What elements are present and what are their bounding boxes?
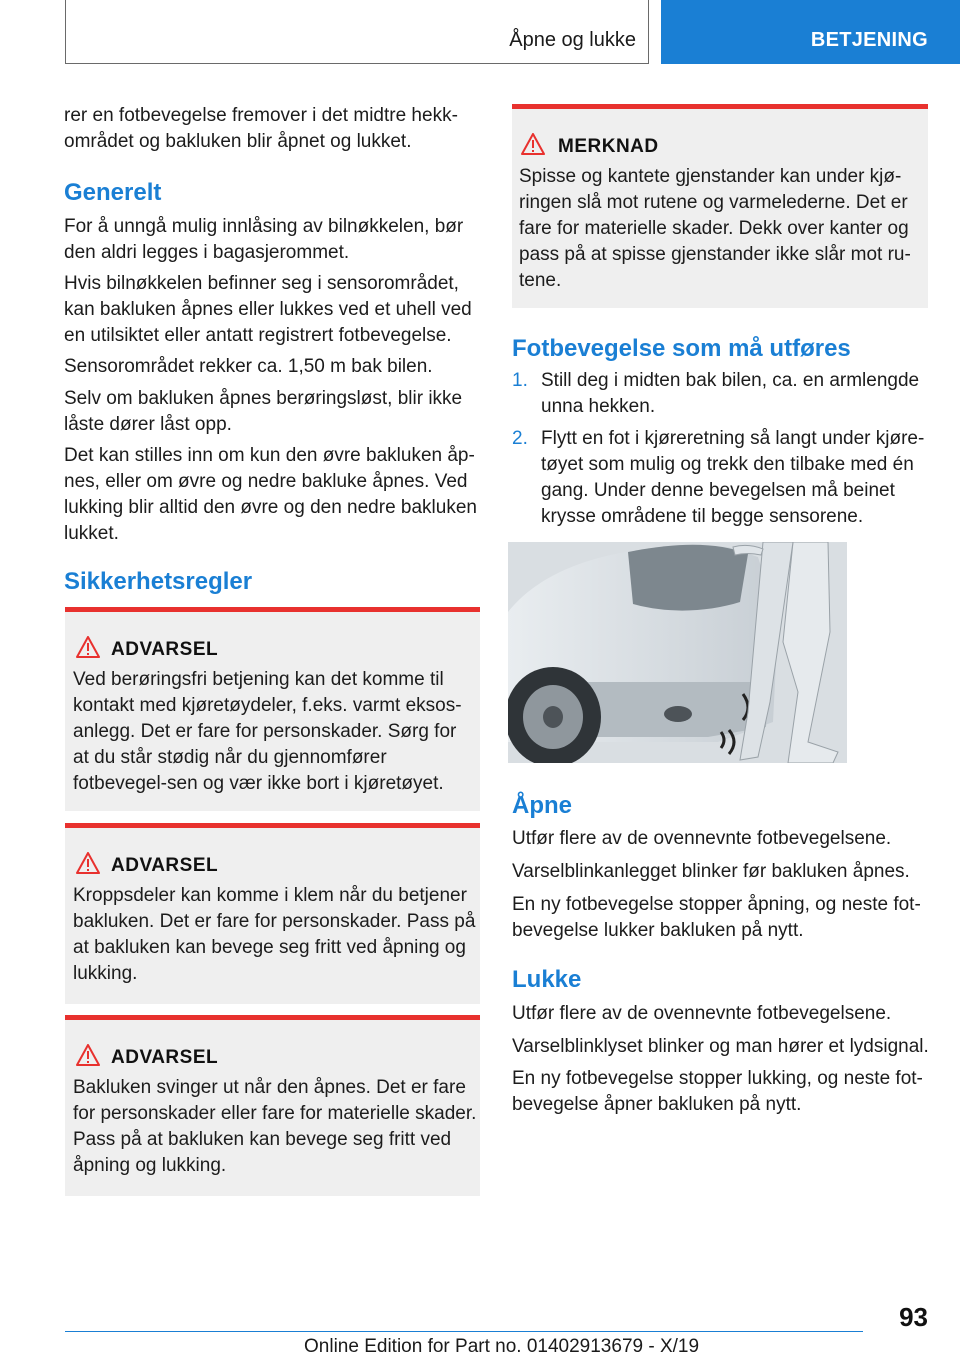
warning-box-2	[65, 823, 480, 1004]
heading-lukke: Lukke	[512, 966, 582, 993]
warning-title: ADVARSEL	[111, 1047, 219, 1068]
section-title: BETJENING	[810, 29, 928, 51]
chapter-header	[65, 0, 649, 64]
general-paragraph-4: Selv om bakluken åpnes berøringsløst, blir ikke låste dører låst opp.	[64, 388, 463, 435]
open-paragraph-2: Varselblinkanlegget blinker før bakluken åpnes.	[512, 861, 910, 882]
note-text: Spisse og kantete gjenstander kan under kjø-ringen slå mot rutene og varmelederne. Det er fare for materielle skader. Dekk over kanter og pass på at spisse gjenstander ikke slår mot ru-tene.	[519, 166, 911, 291]
heading-sikkerhetsregler: Sikkerhetsregler	[64, 568, 253, 595]
footer-edition: Online Edition for Part no. 01402913679 - X/19	[304, 1336, 700, 1357]
warning-text: Bakluken svinger ut når den åpnes. Det er fare for personskader eller fare for materielle skader. Pass på at bakluken kan bevege seg fritt ved åpning og lukking.	[73, 1077, 477, 1176]
step-number-2: 2.	[512, 428, 528, 449]
note-title: MERKNAD	[558, 136, 659, 157]
warning-triangle-icon	[521, 133, 545, 155]
heading-fotbevegelse: Fotbevegelse som må utføres	[512, 335, 851, 362]
chapter-title: Åpne og lukke	[509, 29, 636, 51]
step-number-1: 1.	[512, 370, 528, 391]
warning-triangle-icon	[76, 1044, 100, 1066]
open-paragraph-3: En ny fotbevegelse stopper åpning, og neste fot-bevegelse lukker bakluken på nytt.	[512, 894, 921, 941]
open-paragraph-1: Utfør flere av de ovennevnte fotbevegelsene.	[512, 828, 892, 849]
general-paragraph-1: For å unngå mulig innlåsing av bilnøkkelen, bør den aldri legges i bagasjerommet.	[64, 216, 464, 263]
heading-apne: Åpne	[512, 792, 572, 819]
warning-title: ADVARSEL	[111, 639, 219, 660]
kick-sensor-illustration	[508, 542, 847, 763]
car-rear-foot-icon	[508, 542, 847, 763]
note-box	[512, 104, 928, 308]
close-paragraph-3: En ny fotbevegelse stopper lukking, og neste fot-bevegelse åpner bakluken på nytt.	[512, 1068, 923, 1115]
footer-divider	[65, 1331, 863, 1332]
step-text-1: Still deg i midten bak bilen, ca. en armlengde unna hekken.	[541, 370, 920, 417]
general-paragraph-3: Sensorområdet rekker ca. 1,50 m bak bilen.	[64, 356, 433, 377]
close-paragraph-1: Utfør flere av de ovennevnte fotbevegelsene.	[512, 1003, 892, 1024]
intro-paragraph: rer en fotbevegelse fremover i det midtre hekk-området og bakluken blir åpnet og lukket.	[64, 105, 458, 152]
step-text-2: Flytt en fot i kjøreretning så langt under kjøre-tøyet som mulig og trekk den tilbake med én gang. Under denne bevegelsen må beinet krysse områdene til begge sensorene.	[541, 428, 925, 527]
warning-triangle-icon	[76, 636, 100, 658]
warning-text: Kroppsdeler kan komme i klem når du betjener bakluken. Det er fare for personskader. Pass på at bakluken kan bevege seg fritt ved åpning og lukking.	[73, 885, 476, 984]
warning-box-3	[65, 1015, 480, 1196]
general-paragraph-5: Det kan stilles inn om kun den øvre bakluken åp-nes, eller om øvre og nedre bakluke åpnes. Ved lukking blir alltid den øvre og den nedre bakluken lukket.	[64, 445, 477, 544]
close-paragraph-2: Varselblinklyset blinker og man hører et lydsignal.	[512, 1036, 929, 1057]
warning-triangle-icon	[76, 852, 100, 874]
warning-box-1	[65, 607, 480, 811]
warning-text: Ved berøringsfri betjening kan det komme til kontakt med kjøretøydeler, f.eks. varmt eksos-anlegg. Det er fare for personskader. Sørg for at du står stødig når du gjennomfører fotbevegel-sen og vær ikke bort i kjøretøyet.	[73, 669, 462, 794]
section-header	[661, 0, 960, 64]
warning-title: ADVARSEL	[111, 855, 219, 876]
general-paragraph-2: Hvis bilnøkkelen befinner seg i sensorområdet, kan bakluken åpnes eller lukkes ved et uhell ved en utilsiktet eller antatt registrert fotbevegelse.	[64, 273, 472, 346]
heading-generelt: Generelt	[64, 179, 162, 206]
page-number: 93	[899, 1302, 928, 1332]
